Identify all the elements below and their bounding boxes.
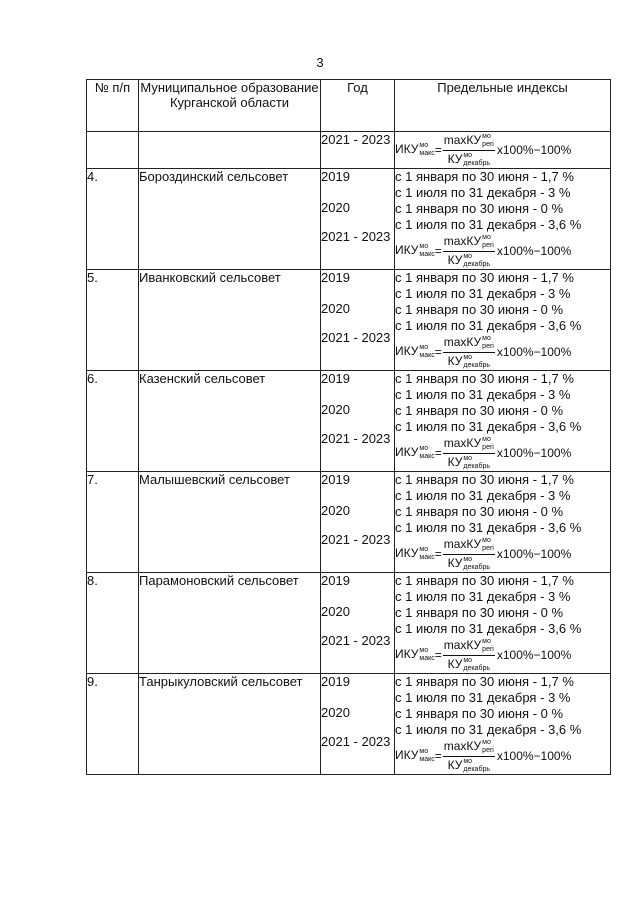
row-years: [321, 270, 395, 371]
row-num: 4.: [87, 169, 139, 270]
formula-tail: x100%−100%: [496, 648, 572, 662]
index-2019-h1: с 1 января по 30 июня - 1,7 %: [395, 371, 574, 386]
formula-numerator: maxКУ мо peri: [443, 335, 495, 353]
header-year: Год: [321, 80, 395, 132]
index-2019-h1: с 1 января по 30 июня - 1,7 %: [395, 573, 574, 588]
formula-lhs: ИКУ мо макс: [395, 142, 435, 157]
formula-tail: x100%−100%: [496, 143, 572, 157]
table-row: [87, 169, 611, 270]
index-2020-h1: с 1 января по 30 июня - 0 %: [395, 504, 564, 519]
table-row: [87, 573, 611, 674]
row-indices: [395, 270, 611, 371]
continuation-row: [87, 132, 611, 169]
index-2020-h1: с 1 января по 30 июня - 0 %: [395, 706, 564, 721]
formula-lhs: ИКУ мо макс: [395, 243, 435, 258]
index-2020-h1: с 1 января по 30 июня - 0 %: [395, 403, 564, 418]
row-indices: [395, 472, 611, 573]
formula-tail: x100%−100%: [496, 446, 572, 460]
index-formula: [395, 738, 610, 774]
index-formula: [395, 233, 610, 269]
formula-fraction: [443, 436, 495, 471]
row-years: [321, 371, 395, 472]
row-num: 7.: [87, 472, 139, 573]
row-municipality: [139, 132, 321, 169]
row-indices: [395, 371, 611, 472]
limit-indices-table: [86, 79, 611, 775]
row-municipality: Танрыкуловский сельсовет: [139, 674, 321, 775]
row-years: [321, 132, 395, 169]
index-2020-h1: с 1 января по 30 июня - 0 %: [395, 201, 564, 216]
index-2019-h1: с 1 января по 30 июня - 1,7 %: [395, 270, 574, 285]
year-2021-2023: 2021 - 2023: [321, 734, 391, 749]
formula-fraction: [443, 335, 495, 370]
year-2019: 2019: [321, 270, 350, 285]
index-2019-h2: с 1 июля по 31 декабря - 3 %: [395, 589, 571, 604]
formula-numerator: maxКУ мо peri: [443, 638, 495, 656]
formula-lhs: ИКУ мо макс: [395, 344, 435, 359]
index-2019-h2: с 1 июля по 31 декабря - 3 %: [395, 488, 571, 503]
index-2019-h1: с 1 января по 30 июня - 1,7 %: [395, 674, 574, 689]
formula-eq: =: [434, 648, 442, 662]
year-2020: 2020: [321, 705, 350, 720]
year-2019: 2019: [321, 371, 350, 386]
header-municipality: Муниципальное образование Курганской области: [139, 80, 321, 132]
index-2020-h1: с 1 января по 30 июня - 0 %: [395, 605, 564, 620]
index-formula: [395, 334, 610, 370]
row-years: [321, 674, 395, 775]
year-2021-2023: 2021 - 2023: [321, 132, 391, 147]
year-2020: 2020: [321, 503, 350, 518]
formula-fraction: [443, 133, 495, 168]
row-municipality: Парамоновский сельсовет: [139, 573, 321, 674]
index-2019-h1: с 1 января по 30 июня - 1,7 %: [395, 169, 574, 184]
table-row: [87, 371, 611, 472]
formula-eq: =: [434, 345, 442, 359]
year-2019: 2019: [321, 674, 350, 689]
formula-denominator: КУ мо декабрь: [447, 555, 490, 571]
year-2020: 2020: [321, 604, 350, 619]
year-2019: 2019: [321, 573, 350, 588]
formula-lhs: ИКУ мо макс: [395, 546, 435, 561]
index-2020-h2: с 1 июля по 31 декабря - 3,6 %: [395, 520, 582, 535]
index-2019-h2: с 1 июля по 31 декабря - 3 %: [395, 185, 571, 200]
formula-eq: =: [434, 749, 442, 763]
year-2021-2023: 2021 - 2023: [321, 633, 391, 648]
formula-eq: =: [434, 446, 442, 460]
formula-lhs: ИКУ мо макс: [395, 748, 435, 763]
index-formula: [395, 132, 610, 168]
formula-eq: =: [434, 244, 442, 258]
index-2019-h2: с 1 июля по 31 декабря - 3 %: [395, 387, 571, 402]
row-years: [321, 573, 395, 674]
index-2020-h2: с 1 июля по 31 декабря - 3,6 %: [395, 722, 582, 737]
formula-lhs: ИКУ мо макс: [395, 647, 435, 662]
formula-fraction: [443, 537, 495, 572]
row-indices: [395, 674, 611, 775]
row-indices: [395, 132, 611, 169]
index-formula: [395, 536, 610, 572]
index-2019-h1: с 1 января по 30 июня - 1,7 %: [395, 472, 574, 487]
formula-denominator: КУ мо декабрь: [447, 757, 490, 773]
year-2020: 2020: [321, 200, 350, 215]
index-formula: [395, 637, 610, 673]
row-municipality: Иванковский сельсовет: [139, 270, 321, 371]
row-num: 6.: [87, 371, 139, 472]
formula-denominator: КУ мо декабрь: [447, 656, 490, 672]
index-2019-h2: с 1 июля по 31 декабря - 3 %: [395, 286, 571, 301]
row-municipality: Бороздинский сельсовет: [139, 169, 321, 270]
formula-eq: =: [434, 143, 442, 157]
formula-denominator: КУ мо декабрь: [447, 353, 490, 369]
formula-fraction: [443, 234, 495, 269]
formula-denominator: КУ мо декабрь: [447, 252, 490, 268]
year-2021-2023: 2021 - 2023: [321, 229, 391, 244]
formula-numerator: maxКУ мо peri: [443, 133, 495, 151]
formula-denominator: КУ мо декабрь: [447, 454, 490, 470]
row-years: [321, 472, 395, 573]
year-2020: 2020: [321, 402, 350, 417]
row-num: 8.: [87, 573, 139, 674]
header-num: № п/п: [87, 80, 139, 132]
year-2019: 2019: [321, 472, 350, 487]
table-row: [87, 472, 611, 573]
formula-eq: =: [434, 547, 442, 561]
formula-numerator: maxКУ мо peri: [443, 436, 495, 454]
row-indices: [395, 169, 611, 270]
table-row: [87, 674, 611, 775]
formula-tail: x100%−100%: [496, 345, 572, 359]
row-municipality: Малышевский сельсовет: [139, 472, 321, 573]
index-2020-h2: с 1 июля по 31 декабря - 3,6 %: [395, 419, 582, 434]
header-indices: Предельные индексы: [395, 80, 611, 132]
year-2020: 2020: [321, 301, 350, 316]
formula-denominator: КУ мо декабрь: [447, 151, 490, 167]
year-2021-2023: 2021 - 2023: [321, 532, 391, 547]
row-indices: [395, 573, 611, 674]
table-row: [87, 270, 611, 371]
page-number: 3: [316, 55, 324, 70]
formula-tail: x100%−100%: [496, 547, 572, 561]
formula-numerator: maxКУ мо peri: [443, 739, 495, 757]
formula-fraction: [443, 638, 495, 673]
year-2021-2023: 2021 - 2023: [321, 330, 391, 345]
row-municipality: Казенский сельсовет: [139, 371, 321, 472]
index-2020-h2: с 1 июля по 31 декабря - 3,6 %: [395, 621, 582, 636]
formula-fraction: [443, 739, 495, 774]
index-2020-h2: с 1 июля по 31 декабря - 3,6 %: [395, 217, 582, 232]
formula-tail: x100%−100%: [496, 244, 572, 258]
table-header: [87, 80, 611, 132]
formula-lhs: ИКУ мо макс: [395, 445, 435, 460]
index-formula: [395, 435, 610, 471]
formula-numerator: maxКУ мо peri: [443, 537, 495, 555]
row-num: [87, 132, 139, 169]
index-2020-h2: с 1 июля по 31 декабря - 3,6 %: [395, 318, 582, 333]
formula-tail: x100%−100%: [496, 749, 572, 763]
row-num: 5.: [87, 270, 139, 371]
year-2021-2023: 2021 - 2023: [321, 431, 391, 446]
row-num: 9.: [87, 674, 139, 775]
index-2020-h1: с 1 января по 30 июня - 0 %: [395, 302, 564, 317]
row-years: [321, 169, 395, 270]
index-2019-h2: с 1 июля по 31 декабря - 3 %: [395, 690, 571, 705]
year-2019: 2019: [321, 169, 350, 184]
formula-numerator: maxКУ мо peri: [443, 234, 495, 252]
